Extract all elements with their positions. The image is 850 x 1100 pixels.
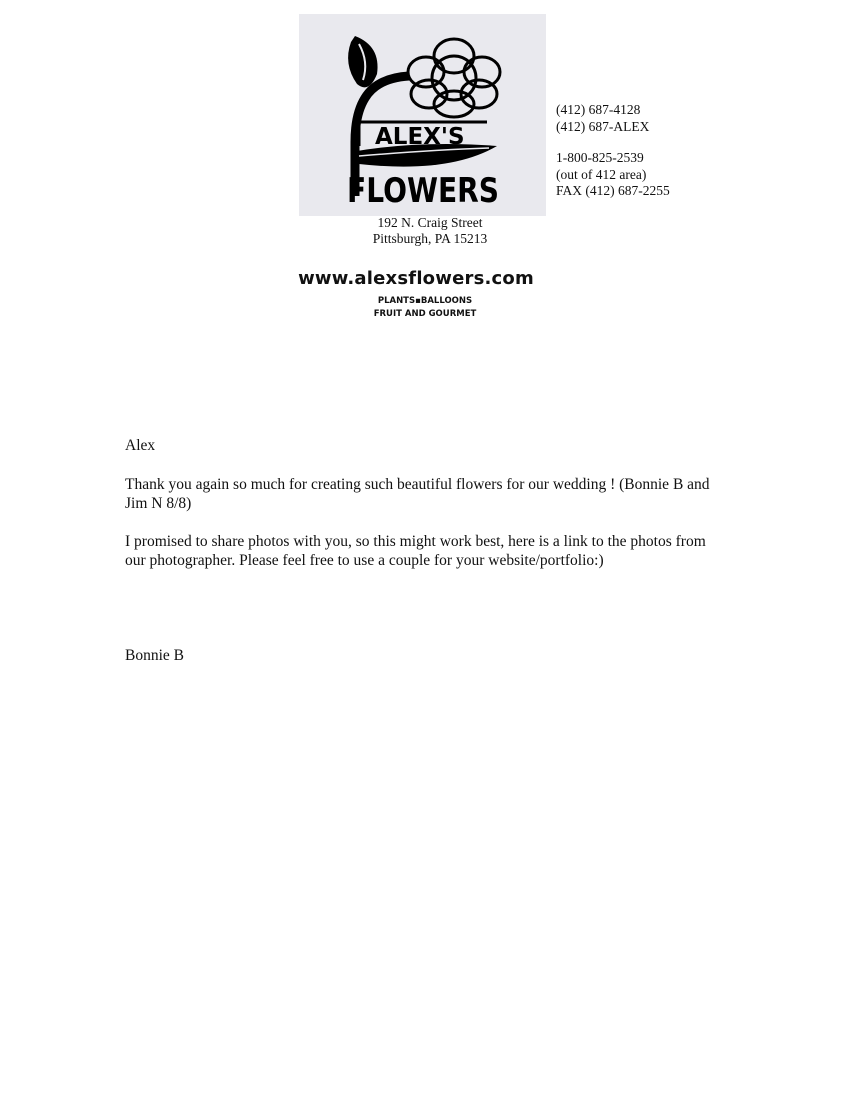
tagline-line-2: FRUIT AND GOURMET bbox=[373, 309, 477, 319]
logo-text-top: ALEX'S bbox=[375, 124, 465, 150]
phone-number-alpha: (412) 687-ALEX bbox=[556, 118, 650, 134]
phone-number: (412) 687-4128 bbox=[556, 102, 641, 117]
address-line-2: Pittsburgh, PA 15213 bbox=[372, 231, 488, 246]
contact-info bbox=[556, 102, 670, 200]
address-line-1: 192 N. Craig Street bbox=[377, 215, 483, 230]
tollfree-note: (out of 412 area) bbox=[556, 166, 647, 182]
fax-number: FAX (412) 687-2255 bbox=[556, 183, 670, 198]
tagline-line-1: PLANTS▪BALLOONS bbox=[377, 296, 473, 306]
alexs-flowers-logo bbox=[299, 14, 546, 216]
letter-paragraph-2: I promised to share photos with you, so this might work best, here is a link to the photos from our photographer. Please feel free to use a couple for your website/portfolio:) bbox=[125, 533, 706, 569]
tollfree-number: 1-800-825-2539 bbox=[556, 150, 644, 165]
letter-signature: Bonnie B bbox=[125, 647, 184, 664]
letter-paragraph-1: Thank you again so much for creating such beautiful flowers for our wedding ! (Bonnie B and Jim N 8/8) bbox=[125, 476, 710, 512]
website-url: www.alexsflowers.com bbox=[298, 268, 534, 289]
spacer bbox=[556, 135, 670, 150]
letter-greeting: Alex bbox=[125, 437, 156, 454]
letter-body bbox=[125, 436, 725, 570]
tagline bbox=[300, 295, 550, 321]
street-address bbox=[330, 215, 530, 247]
logo-text-bottom: FLOWERS bbox=[347, 171, 499, 211]
